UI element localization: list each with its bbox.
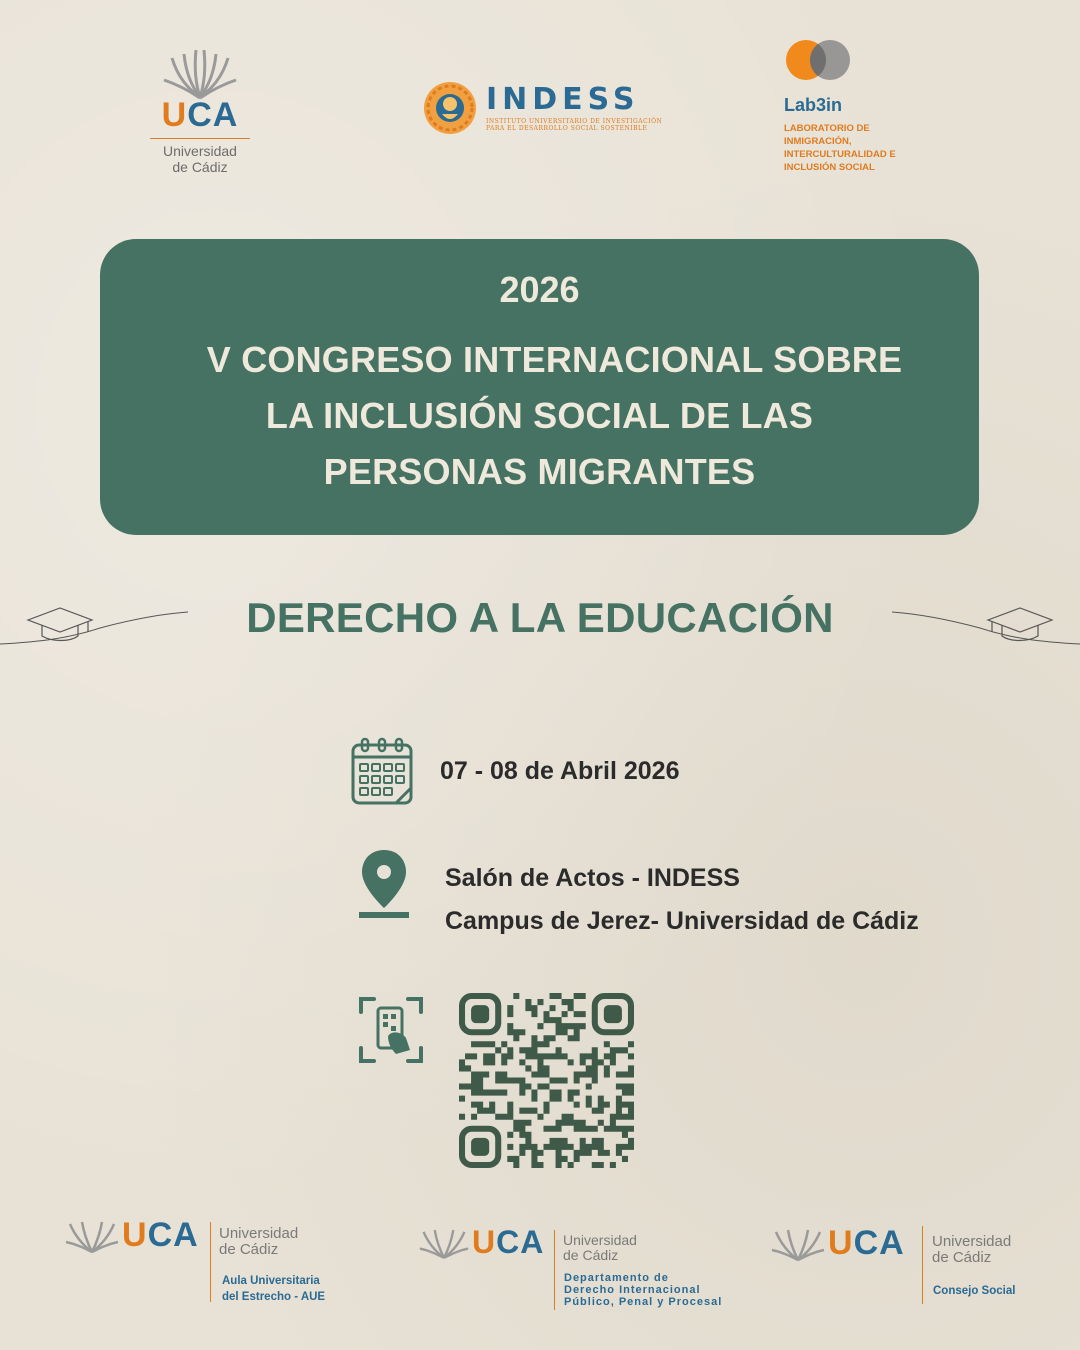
- event-place-line1: Salón de Actos - INDESS: [445, 864, 740, 892]
- lab3in-desc-line1: LABORATORIO DE: [784, 123, 870, 134]
- title-line1: V CONGRESO INTERNACIONAL SOBRE: [206, 339, 903, 380]
- uca-u-letter: U: [472, 1224, 497, 1260]
- title-line2: LA INCLUSIÓN SOCIAL DE LAS: [265, 395, 814, 436]
- calendar-icon: [350, 737, 414, 807]
- lab3in-logo: [784, 38, 964, 174]
- event-subtitle: DERECHO A LA EDUCACIÓN: [246, 594, 834, 641]
- qr-code-icon[interactable]: [459, 993, 634, 1168]
- logo-divider: [554, 1230, 555, 1310]
- footer-univ-line2: de Cádiz: [932, 1249, 992, 1266]
- footer-logo-consejo: [770, 1222, 1040, 1312]
- indess-subtitle-line2: PARA EL DESARROLLO SOCIAL SOSTENIBLE: [486, 125, 648, 132]
- indess-logo: [422, 78, 662, 138]
- university-name-line2: de Cádiz: [172, 159, 228, 175]
- event-place-line2: Campus de Jerez- Universidad de Cádiz: [445, 907, 919, 935]
- footer-dept-line2: Derecho Internacional: [564, 1284, 701, 1296]
- uca-emblem-icon: [158, 40, 242, 100]
- lab3in-desc-line2: INMIGRACIÓN,: [784, 136, 852, 147]
- logo-divider: [150, 138, 250, 139]
- lab3in-dots-icon: [784, 38, 854, 82]
- uca-u-letter: U: [161, 96, 188, 134]
- uca-ca-letters: CA: [187, 96, 239, 134]
- footer-dept-line2: del Estrecho - AUE: [222, 1291, 326, 1303]
- footer-univ-line1: Universidad: [932, 1233, 1012, 1250]
- location-pin-icon: [357, 848, 411, 920]
- logo-divider: [210, 1222, 211, 1302]
- uca-emblem-icon: [418, 1226, 470, 1260]
- title-card: [100, 239, 979, 535]
- indess-name: INDESS: [486, 82, 640, 117]
- footer-univ-line2: de Cádiz: [219, 1241, 279, 1258]
- event-date: 07 - 08 de Abril 2026: [440, 757, 680, 785]
- university-name-line1: Universidad: [163, 143, 237, 159]
- phone-scan-icon: [358, 996, 424, 1064]
- uca-u-letter: U: [828, 1224, 854, 1262]
- footer-dept-line1: Departamento de: [564, 1272, 669, 1284]
- uca-ca-letters: CA: [853, 1224, 905, 1262]
- indess-subtitle-line1: INSTITUTO UNIVERSITARIO DE INVESTIGACIÓN: [486, 118, 663, 125]
- lab3in-name: Lab3in: [784, 95, 843, 115]
- uca-u-letter: U: [122, 1216, 148, 1254]
- uca-logo: [140, 40, 260, 175]
- footer-dept-line1: Consejo Social: [933, 1285, 1016, 1297]
- uca-emblem-icon: [64, 1218, 120, 1254]
- uca-ca-letters: CA: [147, 1216, 199, 1254]
- logo-divider: [922, 1226, 923, 1304]
- indess-emblem-icon: [422, 80, 478, 136]
- footer-dept-line3: Público, Penal y Procesal: [564, 1296, 723, 1308]
- uca-ca-letters: CA: [496, 1224, 545, 1260]
- title-line3: PERSONAS MIGRANTES: [323, 451, 756, 492]
- footer-univ-line1: Universidad: [563, 1232, 637, 1248]
- lab3in-desc-line3: INTERCULTURALIDAD E: [784, 149, 896, 160]
- footer-univ-line1: Universidad: [219, 1225, 299, 1242]
- footer-logo-departamento: [418, 1222, 748, 1322]
- lab3in-desc-line4: INCLUSIÓN SOCIAL: [784, 162, 875, 173]
- event-year: 2026: [499, 269, 580, 310]
- footer-logo-aue: [64, 1214, 364, 1314]
- footer-univ-line2: de Cádiz: [563, 1247, 619, 1263]
- uca-emblem-icon: [770, 1226, 826, 1262]
- footer-dept-line1: Aula Universitaria: [222, 1275, 320, 1287]
